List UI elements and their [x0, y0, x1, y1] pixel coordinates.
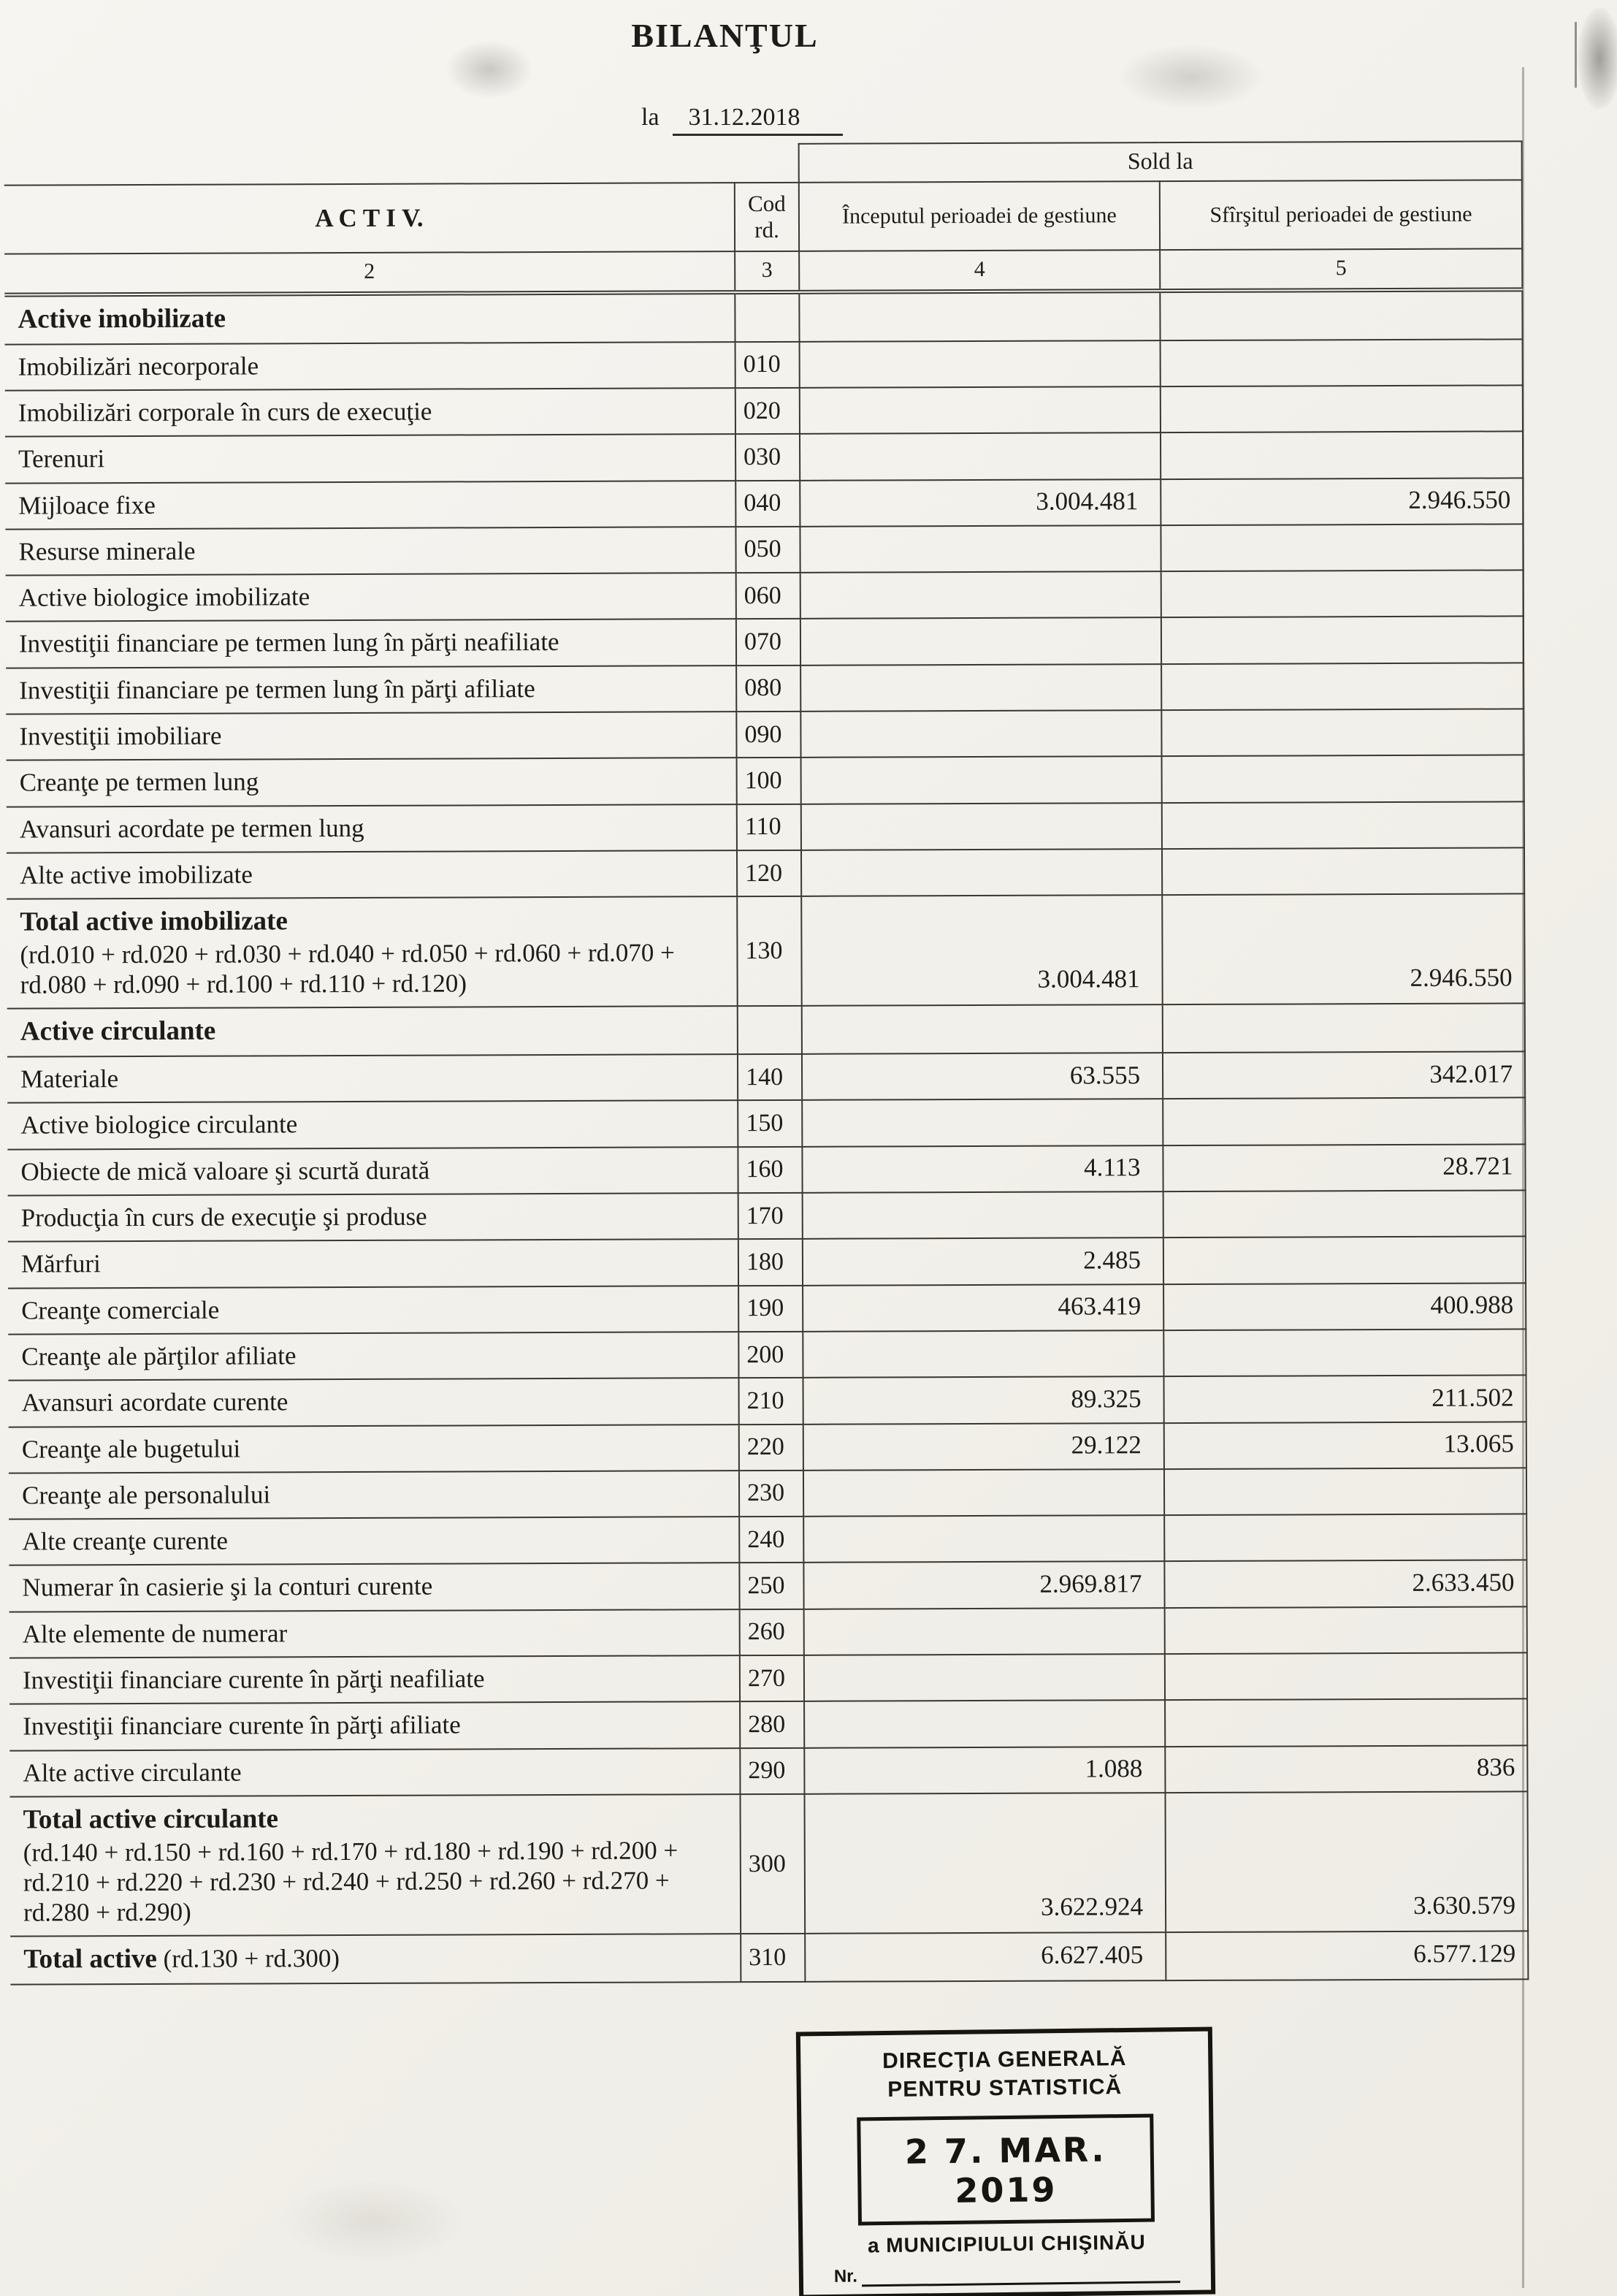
row-code: 190	[738, 1285, 803, 1332]
row-value-start	[800, 664, 1161, 712]
row-value-end	[1163, 1004, 1525, 1053]
row-value-end: 6.577.129	[1166, 1931, 1528, 1980]
row-value-start	[801, 849, 1162, 896]
column-header-cod	[735, 183, 799, 251]
row-code: 180	[738, 1239, 803, 1286]
row-code: 220	[739, 1424, 803, 1471]
table-row	[9, 1560, 1526, 1612]
date-label: la	[641, 104, 660, 131]
row-code: 300	[740, 1794, 805, 1934]
row-value-end: 2.633.450	[1164, 1560, 1526, 1608]
header-spacer	[4, 144, 799, 186]
table-row	[7, 847, 1524, 899]
row-formula: (rd.010 + rd.020 + rd.030 + rd.040 + rd.050 + rd.060 + rd.070 + rd.080 + rd.090 + rd.100 + rd.110 + rd.120)	[20, 938, 675, 999]
table-row	[7, 755, 1524, 807]
row-value-start	[804, 1608, 1165, 1655]
cod-label-line1: Cod	[747, 191, 786, 217]
row-code: 030	[735, 434, 800, 481]
table-row	[5, 432, 1523, 484]
column-number-2: 2	[4, 251, 735, 294]
row-value-start: 6.627.405	[805, 1933, 1166, 1982]
row-code: 200	[738, 1332, 803, 1378]
row-value-end	[1164, 1468, 1526, 1515]
row-value-start: 3.004.481	[801, 895, 1163, 1006]
row-code: 140	[738, 1054, 802, 1101]
stamp-nr-rule	[862, 2265, 1180, 2287]
row-label: Creanţe ale personalului	[9, 1471, 739, 1519]
column-header-sold-la: Sold la	[799, 141, 1522, 182]
row-value-start: 1.088	[804, 1747, 1165, 1794]
row-label: Creanţe ale părţilor afiliate	[8, 1332, 738, 1381]
row-value-start: 4.113	[802, 1145, 1163, 1193]
stamp-line3: a MUNICIPIULUI CHIŞINĂU	[867, 2230, 1146, 2257]
scan-smudge	[278, 2177, 467, 2265]
table-row	[5, 478, 1523, 530]
table-row	[5, 524, 1523, 576]
row-label: Avansuri acordate curente	[9, 1378, 739, 1427]
row-value-start: 3.622.924	[804, 1793, 1166, 1934]
balance-table-body	[4, 289, 1528, 1984]
row-label: Total active imobilizate (rd.010 + rd.020 + rd.030 + rd.040 + rd.050 + rd.060 + rd.070 + rd.080 + rd.090 + rd.100 + rd.110 + rd.120)	[7, 896, 738, 1009]
row-label: Alte active circulante	[9, 1748, 740, 1797]
row-value-end	[1163, 1190, 1526, 1237]
table-row	[9, 1422, 1526, 1473]
table-row	[8, 1190, 1526, 1242]
row-value-end	[1165, 1699, 1527, 1747]
row-formula: (rd.140 + rd.150 + rd.160 + rd.170 + rd.180 + rd.190 + rd.200 + rd.210 + rd.220 + rd.230 + rd.240 + rd.250 + rd.260 + rd.270 + rd.280 + rd.290)	[23, 1835, 678, 1927]
table-row	[10, 1931, 1528, 1985]
row-value-end	[1161, 339, 1523, 386]
row-value-end	[1162, 847, 1524, 895]
row-code: 020	[735, 388, 800, 435]
row-code: 160	[738, 1147, 802, 1194]
table-row	[8, 1237, 1526, 1289]
row-label: Investiţii financiare pe termen lung în părţi afiliate	[6, 665, 736, 714]
row-value-start	[802, 1099, 1163, 1147]
row-code: 290	[740, 1747, 804, 1794]
row-value-end: 28.721	[1163, 1144, 1525, 1191]
row-code: 170	[738, 1193, 803, 1240]
row-label: Imobilizări necorporale	[5, 342, 735, 391]
row-label: Alte creanţe curente	[9, 1517, 739, 1565]
row-value-end	[1165, 1652, 1527, 1700]
row-label: Creanţe ale bugetului	[9, 1424, 739, 1473]
row-value-end	[1161, 663, 1524, 710]
registry-stamp	[796, 2027, 1215, 2296]
row-label: Mărfuri	[8, 1239, 738, 1288]
table-row	[6, 663, 1524, 714]
row-code: 070	[736, 619, 800, 665]
row-label: Active biologice circulante	[7, 1101, 738, 1150]
row-value-start: 2.485	[803, 1237, 1163, 1285]
table-row	[7, 1144, 1525, 1196]
row-label: Investiţii financiare pe termen lung în părţi neafiliate	[6, 619, 736, 668]
table-row	[7, 1051, 1525, 1103]
scan-smudge	[1578, 7, 1617, 110]
row-label: Numerar în casierie şi la conturi curente	[9, 1563, 739, 1612]
table-row	[9, 1652, 1527, 1704]
row-value-end	[1163, 1237, 1526, 1284]
row-value-start	[800, 525, 1161, 573]
row-value-start	[801, 803, 1162, 850]
row-label: Active biologice imobilizate	[6, 573, 736, 622]
row-label: Investiţii financiare curente în părţi afiliate	[9, 1701, 740, 1750]
row-value-end	[1164, 1514, 1526, 1561]
row-code: 310	[741, 1934, 805, 1982]
table-row	[9, 1699, 1527, 1751]
header-row-numbers	[4, 248, 1522, 294]
row-code: 150	[738, 1100, 802, 1147]
cod-label-line2: rd.	[754, 216, 779, 243]
row-code: 120	[737, 850, 801, 897]
row-value-start	[803, 1191, 1163, 1239]
table-row	[8, 1283, 1526, 1335]
row-value-start: 3.004.481	[800, 479, 1161, 527]
row-value-end	[1163, 1329, 1526, 1376]
row-label: Creanţe comerciale	[8, 1286, 738, 1335]
stamp-line1: DIRECŢIA GENERALĂ	[882, 2045, 1127, 2074]
header-row-soldla	[4, 141, 1522, 185]
row-value-start	[800, 432, 1161, 480]
row-value-end	[1161, 385, 1523, 432]
row-value-start: 29.122	[803, 1423, 1164, 1471]
table-row	[9, 1745, 1527, 1797]
row-value-end	[1161, 617, 1524, 664]
row-value-start: 2.969.817	[803, 1561, 1164, 1609]
table-row	[4, 289, 1522, 344]
table-row	[9, 1514, 1526, 1565]
row-value-start: 89.325	[803, 1376, 1164, 1424]
report-date	[641, 104, 843, 136]
row-value-end: 2.946.550	[1161, 478, 1523, 525]
column-header-period-start: Începutul perioadei de gestiune	[799, 181, 1160, 251]
row-code: 050	[735, 527, 800, 573]
row-value-start	[804, 1700, 1165, 1747]
row-label: Active circulante	[7, 1007, 738, 1057]
row-code: 230	[739, 1471, 803, 1517]
row-label: Resurse minerale	[5, 527, 735, 576]
row-code: 260	[740, 1609, 804, 1656]
row-code	[735, 292, 799, 342]
row-value-end: 342.017	[1163, 1051, 1525, 1099]
row-code: 080	[736, 665, 800, 712]
row-label: Producţia în curs de execuţie şi produse	[8, 1193, 738, 1242]
row-value-end: 400.988	[1163, 1283, 1526, 1330]
row-value-end: 13.065	[1164, 1422, 1526, 1469]
row-value-start	[801, 756, 1162, 804]
row-value-end	[1162, 801, 1524, 849]
row-value-end: 836	[1165, 1745, 1527, 1793]
column-number-5: 5	[1160, 248, 1522, 291]
stamp-line2: PENTRU STATISTICĂ	[887, 2075, 1123, 2102]
row-value-start	[803, 1515, 1164, 1563]
date-value: 31.12.2018	[673, 104, 843, 136]
row-code: 100	[737, 758, 801, 804]
table-row	[9, 1376, 1526, 1427]
row-value-end	[1161, 524, 1523, 571]
row-formula: (rd.130 + rd.300)	[156, 1944, 340, 1974]
stamp-date: 2 7. MAR. 2019	[857, 2114, 1155, 2226]
row-value-start	[804, 1654, 1165, 1701]
row-value-start: 63.555	[802, 1053, 1163, 1100]
row-code: 210	[739, 1378, 803, 1424]
stamp-number-line	[834, 2262, 1180, 2287]
row-label: Avansuri acordate pe termen lung	[7, 804, 737, 853]
row-label: Active imobilizate	[4, 292, 735, 344]
row-value-end	[1161, 709, 1524, 756]
row-value-start: 463.419	[803, 1284, 1163, 1332]
row-value-start	[803, 1330, 1163, 1378]
row-label: Total active circulante (rd.140 + rd.150 + rd.160 + rd.170 + rd.180 + rd.190 + rd.200 + rd.210 + rd.220 + rd.230 + rd.240 + rd.250 + rd.260 + rd.270 + rd.280 + rd.290)	[9, 1794, 741, 1937]
page-title: BILANŢUL	[631, 17, 819, 54]
row-value-end	[1162, 755, 1524, 803]
header-row-names	[4, 180, 1522, 253]
row-value-end	[1161, 571, 1524, 618]
row-label: Alte elemente de numerar	[9, 1609, 740, 1658]
row-label: Investiţii financiare curente în părţi neafiliate	[9, 1655, 740, 1704]
row-code: 040	[735, 480, 800, 527]
row-code: 240	[739, 1517, 803, 1563]
row-code: 090	[736, 712, 800, 758]
table-row	[7, 894, 1525, 1010]
row-value-start	[800, 571, 1161, 619]
row-code: 010	[735, 341, 800, 388]
table-row	[5, 385, 1523, 437]
row-code: 270	[740, 1655, 804, 1702]
table-row	[6, 571, 1524, 622]
row-label: Imobilizări corporale în curs de execuţie	[5, 388, 735, 437]
row-value-start	[800, 710, 1161, 758]
scan-edge-tick	[1575, 22, 1577, 88]
row-value-end: 2.946.550	[1162, 894, 1525, 1005]
row-value-end	[1161, 432, 1523, 479]
row-label: Creanţe pe termen lung	[7, 758, 737, 806]
column-header-period-end: Sfîrşitul perioadei de gestiune	[1160, 180, 1522, 250]
row-value-end: 3.630.579	[1165, 1791, 1528, 1932]
row-value-start	[800, 618, 1161, 665]
row-value-start	[802, 1005, 1163, 1054]
row-code	[738, 1006, 802, 1054]
row-code: 130	[737, 896, 802, 1007]
column-number-3: 3	[735, 251, 799, 292]
row-value-start	[800, 386, 1161, 434]
balance-table	[4, 140, 1529, 1985]
row-label: Materiale	[7, 1054, 738, 1103]
row-label: Mijloace fixe	[5, 481, 735, 530]
table-row	[9, 1468, 1526, 1519]
row-value-end	[1163, 1098, 1525, 1145]
row-value-end	[1160, 289, 1522, 340]
row-label: Terenuri	[5, 434, 735, 483]
table-row	[6, 617, 1524, 668]
table-row	[5, 339, 1523, 391]
column-header-activ: A C T I V.	[4, 183, 735, 253]
row-value-start	[800, 340, 1161, 388]
row-label: Alte active imobilizate	[7, 850, 737, 899]
stamp-nr-label: Nr.	[833, 2266, 858, 2287]
column-number-4: 4	[799, 250, 1160, 292]
table-row	[9, 1606, 1527, 1658]
table-row	[9, 1791, 1528, 1937]
table-row	[7, 1098, 1525, 1150]
row-value-start	[799, 291, 1160, 341]
table-row	[7, 801, 1524, 853]
row-label: Obiecte de mică valoare şi scurtă durată	[7, 1147, 738, 1196]
row-value-start	[803, 1469, 1164, 1517]
table-row	[7, 1004, 1525, 1057]
table-row	[6, 709, 1524, 760]
row-label: Investiţii imobiliare	[6, 712, 736, 760]
row-code: 250	[739, 1563, 803, 1609]
row-value-end: 211.502	[1164, 1376, 1526, 1423]
row-label: Total active (rd.130 + rd.300)	[10, 1934, 741, 1985]
row-value-end	[1165, 1606, 1527, 1654]
table-row	[8, 1329, 1526, 1381]
row-code: 280	[740, 1701, 804, 1748]
row-code: 110	[737, 804, 801, 850]
row-code: 060	[736, 573, 800, 619]
